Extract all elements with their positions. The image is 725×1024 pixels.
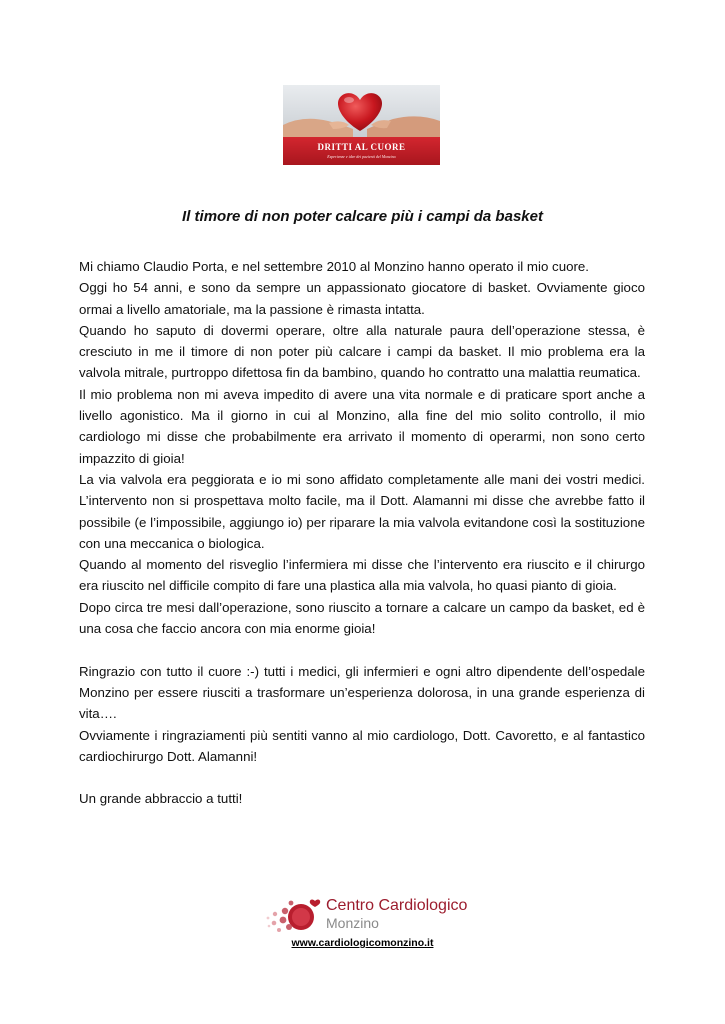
- logo-text-line1: Centro Cardiologico: [326, 897, 468, 914]
- paragraph-return: Dopo circa tre mesi dall’operazione, sono riuscito a tornare a calcare un campo da basket, ed è una cosa che faccio ancora con mia enorme gioia!: [79, 599, 645, 637]
- logo-text-line2: Monzino: [326, 915, 379, 931]
- document-title: Il timore di non poter calcare più i campi da basket: [182, 208, 543, 225]
- paragraph-special-thanks: Ovviamente i ringraziamenti più sentiti vanno al mio cardiologo, Dott. Cavoretto, e al fantastico cardiochirurgo Dott. Alamanni!: [79, 727, 645, 764]
- banner-title: DRITTI AL CUORE: [317, 142, 406, 152]
- document-body: [79, 256, 645, 810]
- paragraph-fear: Quando ho saputo di dovermi operare, oltre alla naturale paura dell’operazione stessa, è cresciuto in me il timore di non poter più calcare i campi da basket. Il mio problema era la valvola mitrale, purtroppo difettosa fin da bambino, quando ho contratto una malattia reumatica.: [79, 322, 645, 381]
- heart-hands-illustration: [283, 85, 440, 165]
- header-image: [283, 85, 440, 165]
- paragraph-thanks: Ringrazio con tutto il cuore :-) tutti i medici, gli infermieri e ogni altro dipendente dell’ospedale Monzino per essere riusciti a trasformare un’esperienza dolorosa, in una grande esperienza di vita….: [79, 663, 645, 722]
- paragraph-age: Oggi ho 54 anni, e sono da sempre un appassionato giocatore di basket. Ovviamente gioco ormai a livello amatoriale, ma la passione è rimasta intatta.: [79, 280, 645, 317]
- website-link[interactable]: www.cardiologicomonzino.it: [291, 937, 434, 949]
- monzino-logo: [263, 893, 468, 937]
- paragraph-cardiologist: Il mio problema non mi aveva impedito di avere una vita normale e di praticare sport anche a livello agonistico. Ma il giorno in cui al Monzino, alla fine del mio solito controllo, il mio cardiologo mi disse che probabilmente era arrivato il momento di operarmi, non sono certo impazzito di gioia!: [79, 386, 645, 466]
- logo-dots-heart-icon: [263, 893, 323, 937]
- paragraph-closing: Un grande abbraccio a tutti!: [79, 791, 243, 807]
- banner-subtitle: Esperienze e idee dei pazienti del Monzino: [327, 154, 396, 159]
- paragraph-awakening: Quando al momento del risveglio l’infermiera mi disse che l’intervento era riuscito e il chirurgo era riuscito nel difficile compito di fare una plastica alla mia valvola, ho quasi pianto di gioia.: [79, 557, 645, 594]
- paragraph-intro: Mi chiamo Claudio Porta, e nel settembre 2010 al Monzino hanno operato il mio cuore.: [79, 259, 589, 274]
- paragraph-surgery: La via valvola era peggiorata e io mi sono affidato completamente alle mani dei vostri medici. L’intervento non si prospettava molto facile, ma il Dott. Alamanni mi disse che avrebbe fatto il possibile (e l’impossibile, aggiungo io) per riparare la mia valvola evitandone così la sostituzione con una meccanica o biologica.: [79, 471, 645, 551]
